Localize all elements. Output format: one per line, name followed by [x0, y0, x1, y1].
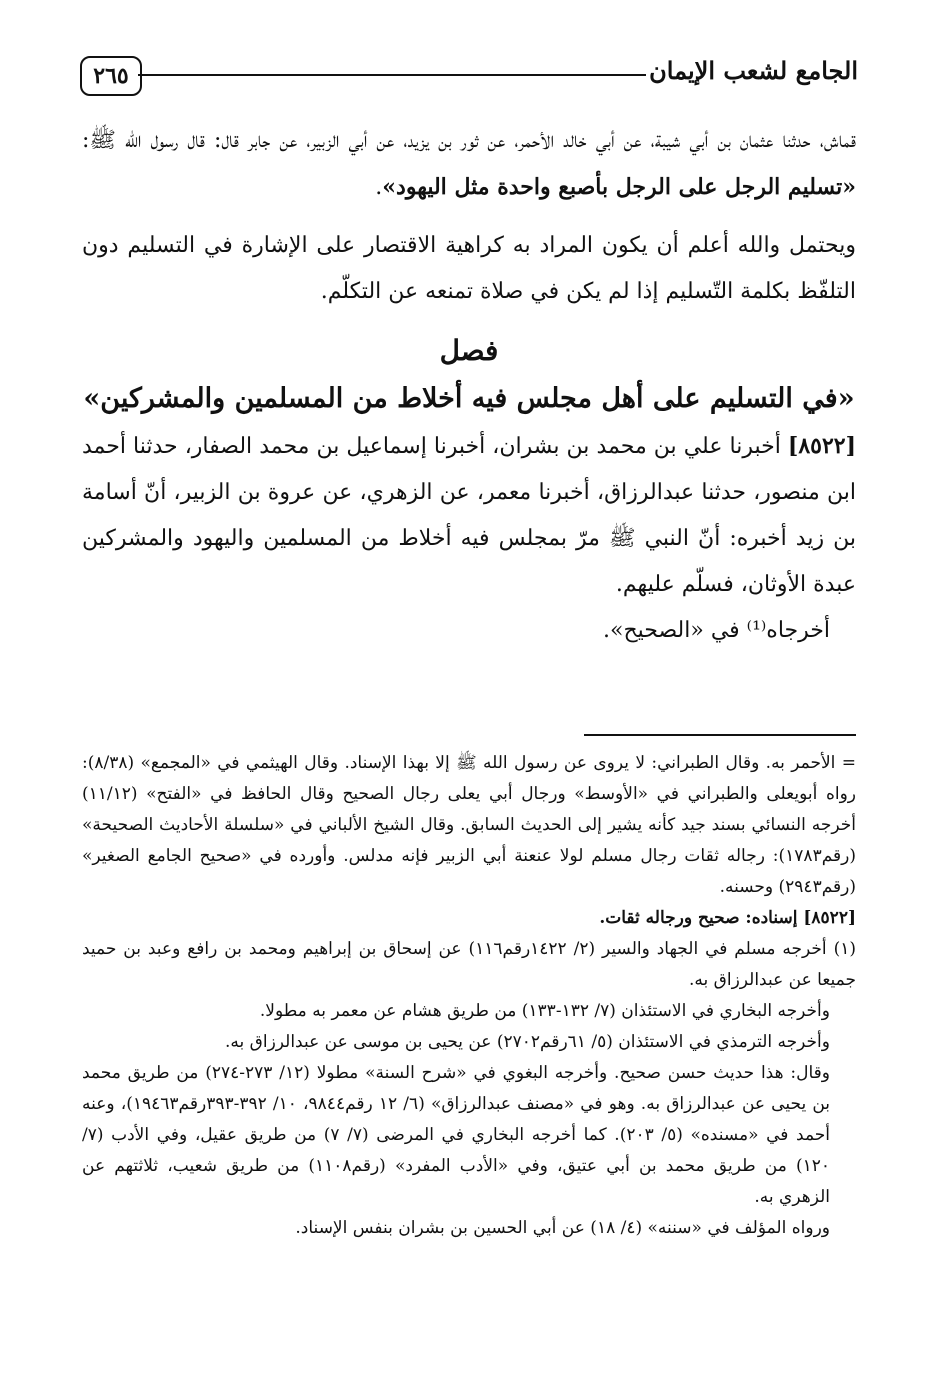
paragraph-hadith-8522 [82, 423, 856, 608]
hadith-chain-text: قماش، حدثنا عثمان بن أبي شيبة، عن أبي خالد الأحمر، عن ثور بن يزيد، عن أبي الزبير، عن جابر قال: قال رسول الله ﷺ: [82, 128, 856, 153]
paragraph-hadith-tail [82, 118, 856, 211]
footnotes [82, 748, 856, 1244]
section-subtitle: «في التسليم على أهل مجلس فيه أخلاط من المسلمين والمشركين» [83, 383, 855, 414]
hadith-quote: «تسليم الرجل على الرجل بأصبع واحدة مثل اليهود» [382, 174, 856, 200]
section-title: فصل [439, 334, 499, 367]
main-text [82, 118, 856, 654]
paragraph-end: . [375, 175, 383, 200]
paragraph-commentary: ويحتمل والله أعلم أن يكون المراد به كراهية الاقتصار على الإشارة في التسليم دون التلفّظ بكلمة التّسليم إذا لم يكن في صلاة تمنعه عن التكلّم. [82, 233, 856, 304]
footnote-1-line-5: ورواه المؤلف في «سننه» (٤/ ١٨) عن أبي الحسين بن بشران بنفس الإسناد. [295, 1218, 830, 1238]
takhrij-line: أخرجاه⁽¹⁾ في «الصحيح». [602, 618, 830, 643]
running-title: الجامع لشعب الإيمان [649, 56, 858, 85]
hadith-number: [٨٥٢٢] [787, 433, 856, 459]
page-header [80, 48, 858, 108]
footnote-1-line-4: وقال: هذا حديث حسن صحيح. وأخرجه البغوي في «شرح السنة» مطولا (١٢/ ٢٧٣-٢٧٤) من طريق محمد بن يحيى عن عبدالرزاق به. وهو في «مصنف عبدالرزاق» (٦/ ١٢ رقم٩٨٤٤، ١٠/ ٣٩٢-٣٩٣رقم١٩٤٦٣)، وعنه أحمد في «مسنده» (٥/ ٢٠٣). كما أخرجه البخاري في المرضى (٧/ ٧) من طريق عقيل، وفي الأدب (٧/ ١٢٠) من طريق محمد بن أبي عتيق، وفي «الأدب المفرد» (رقم١١٠٨) من طريق شعيب، ثلاثتهم عن الزهري به. [82, 1063, 831, 1207]
footnote-1-line-1: (١) أخرجه مسلم في الجهاد والسير (٢/ ١٤٢٢رقم١١٦) عن إسحاق بن إبراهيم ومحمد بن رافع وعبد بن حميد جميعا عن عبدالرزاق به. [82, 939, 856, 990]
hadith-text: أخبرنا علي بن محمد بن بشران، أخبرنا إسماعيل بن محمد الصفار، حدثنا أحمد ابن منصور، حدثنا عبدالرزاق، أخبرنا معمر، عن الزهري، عن عروة بن الزبير، أنّ أسامة بن زيد أخبره: أنّ النبي ﷺ مرّ بمجلس فيه أخلاط من المسلمين واليهود والمشركين عبدة الأوثان، فسلّم عليهم. [82, 434, 856, 597]
header-rule [138, 74, 646, 76]
footnote-1-line-3: وأخرجه الترمذي في الاستئذان (٥/ ٦١رقم٢٧٠٢) عن يحيى بن موسى عن عبدالرزاق به. [225, 1032, 830, 1052]
footnote-1-line-2: وأخرجه البخاري في الاستئذان (٧/ ١٣٢-١٣٣) من طريق هشام عن معمر به مطولا. [259, 1001, 830, 1021]
page-number: ٢٦٥ [80, 56, 142, 96]
isnad-grade: [٨٥٢٢] إسناده: صحيح ورجاله ثقات. [599, 908, 856, 928]
footnote-divider [584, 734, 856, 736]
footnote-continued: = الأحمر به. وقال الطبراني: لا يروى عن رسول الله ﷺ إلا بهذا الإسناد. وقال الهيثمي في «المجمع» (٨/٣٨): رواه أبويعلى والطبراني في «الأوسط» ورجال أبي يعلى رجال الصحيح وقال الحافظ في «الفتح» (١١/١٢) أخرجه النسائي بسند جيد كأنه يشير إلى الحديث السابق. وقال الشيخ الألباني في «سلسلة الأحاديث الصحيحة» (رقم١٧٨٣): رجاله ثقات رجال مسلم لولا عنعنة أبي الزبير فإنه مدلس. وأورده في «صحيح الجامع الصغير» (رقم٢٩٤٣) وحسنه. [82, 753, 856, 897]
